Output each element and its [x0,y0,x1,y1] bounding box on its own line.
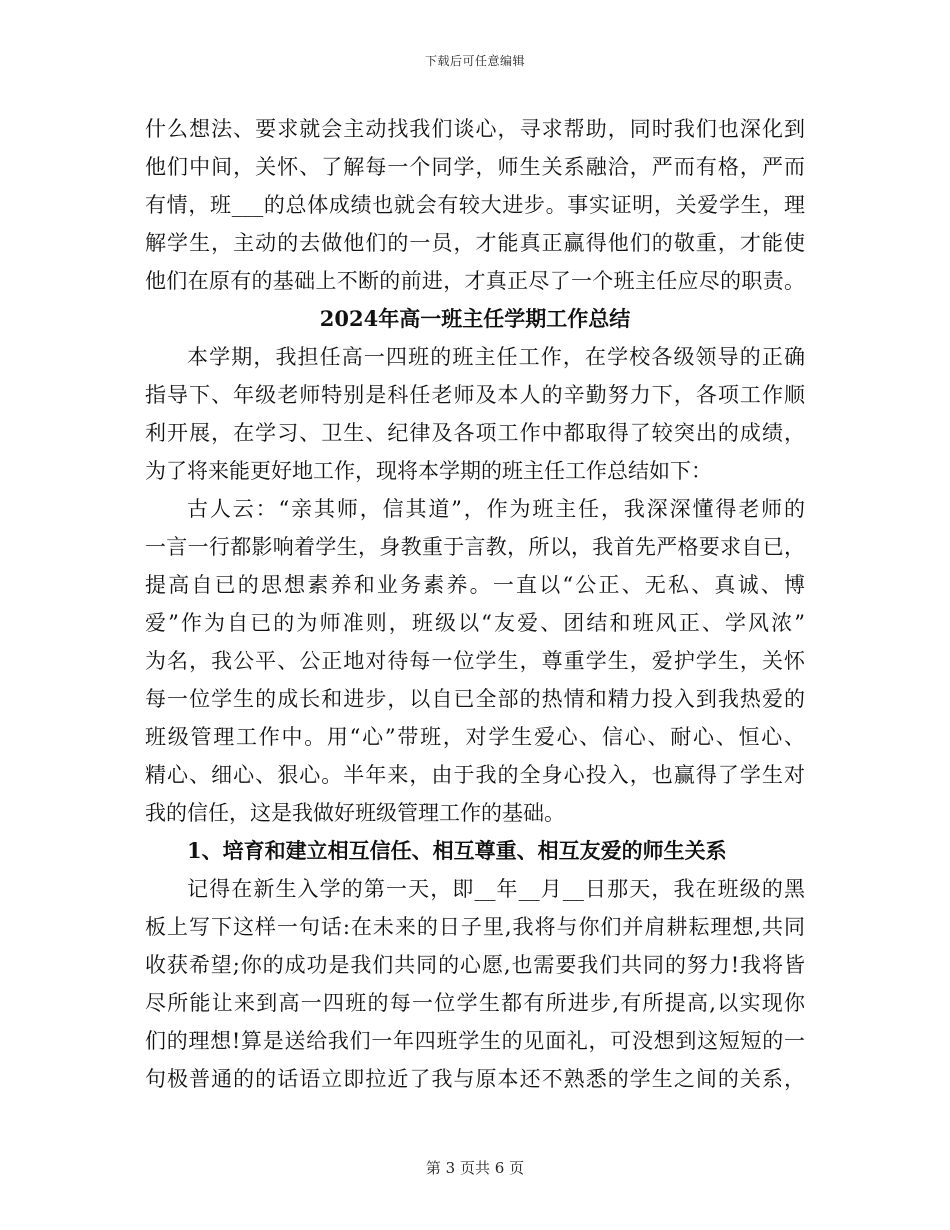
text-line: 爱”作为自已的为师准则，班级以“友爱、团结和班风正、学风浓” [145,611,805,635]
text-line: 他们中间，关怀、了解每一个同学，师生关系融洽，严而有格，严而 [145,155,805,179]
text-line: 为了将来能更好地工作，现将本学期的班主任工作总结如下： [145,459,712,483]
text-line: 一言一行都影响着学生，身教重于言教，所以，我首先严格要求自已， [145,535,805,559]
document-body [145,110,805,1098]
text-line: 古人云：“亲其师，信其道”，作为班主任，我深深懂得老师的 [187,497,805,521]
text-line: 为名，我公平、公正地对待每一位学生，尊重学生，爱护学生，关怀 [145,649,805,673]
text-line: 指导下、年级老师特别是科任老师及本人的辛勤努力下，各项工作顺 [145,383,805,407]
text-line: 收获希望;你的成功是我们共同的心愿,也需要我们共同的努力!我将皆 [145,953,805,977]
text-line: 尽所能让来到高一四班的每一位学生都有所进步,有所提高,以实现你 [145,991,805,1015]
document-title: 2024年高一班主任学期工作总结 [319,306,631,331]
text-line: 有情，班___的总体成绩也就会有较大进步。事实证明，关爱学生，理 [145,193,805,217]
text-line: 本学期，我担任高一四班的班主任工作，在学校各级领导的正确 [187,345,805,369]
text-line: 记得在新生入学的第一天，即__年__月__日那天，我在班级的黑 [187,877,805,901]
text-line: 精心、细心、狠心。半年来，由于我的全身心投入，也赢得了学生对 [145,763,805,787]
text-line: 句极普通的的话语立即拉近了我与原本还不熟悉的学生之间的关系， [145,1067,805,1091]
text-line: 班级管理工作中。用“心”带班，对学生爱心、信心、耐心、恒心、 [145,725,805,749]
page-footer: 第 3 页共 6 页 [425,1159,525,1177]
text-line: 每一位学生的成长和进步，以自已全部的热情和精力投入到我热爱的 [145,687,805,711]
page-header: 下载后可任意编辑 [424,54,525,68]
paragraph-two [145,490,805,832]
intro-paragraph [145,110,805,300]
text-line: 提高自已的思想素养和业务素养。一直以“公正、无私、真诚、博 [145,573,805,597]
text-line: 们的理想!算是送给我们一年四班学生的见面礼，可没想到这短短的一 [145,1029,805,1053]
section-heading: 1、培育和建立相互信任、相互尊重、相互友爱的师生关系 [187,838,727,863]
text-line: 解学生，主动的去做他们的一员，才能真正赢得他们的敬重，才能使 [145,231,805,255]
text-line: 他们在原有的基础上不断的前进，才真正尽了一个班主任应尽的职责。 [145,269,805,293]
text-line: 什么想法、要求就会主动找我们谈心，寻求帮助，同时我们也深化到 [145,117,805,141]
paragraph-three [145,870,805,1098]
text-line: 板上写下这样一句话:在未来的日子里,我将与你们并肩耕耘理想,共同 [145,915,805,939]
text-line: 利开展，在学习、卫生、纪律及各项工作中都取得了较突出的成绩， [145,421,805,445]
paragraph-one [145,338,805,490]
text-line: 我的信任，这是我做好班级管理工作的基础。 [145,801,565,825]
